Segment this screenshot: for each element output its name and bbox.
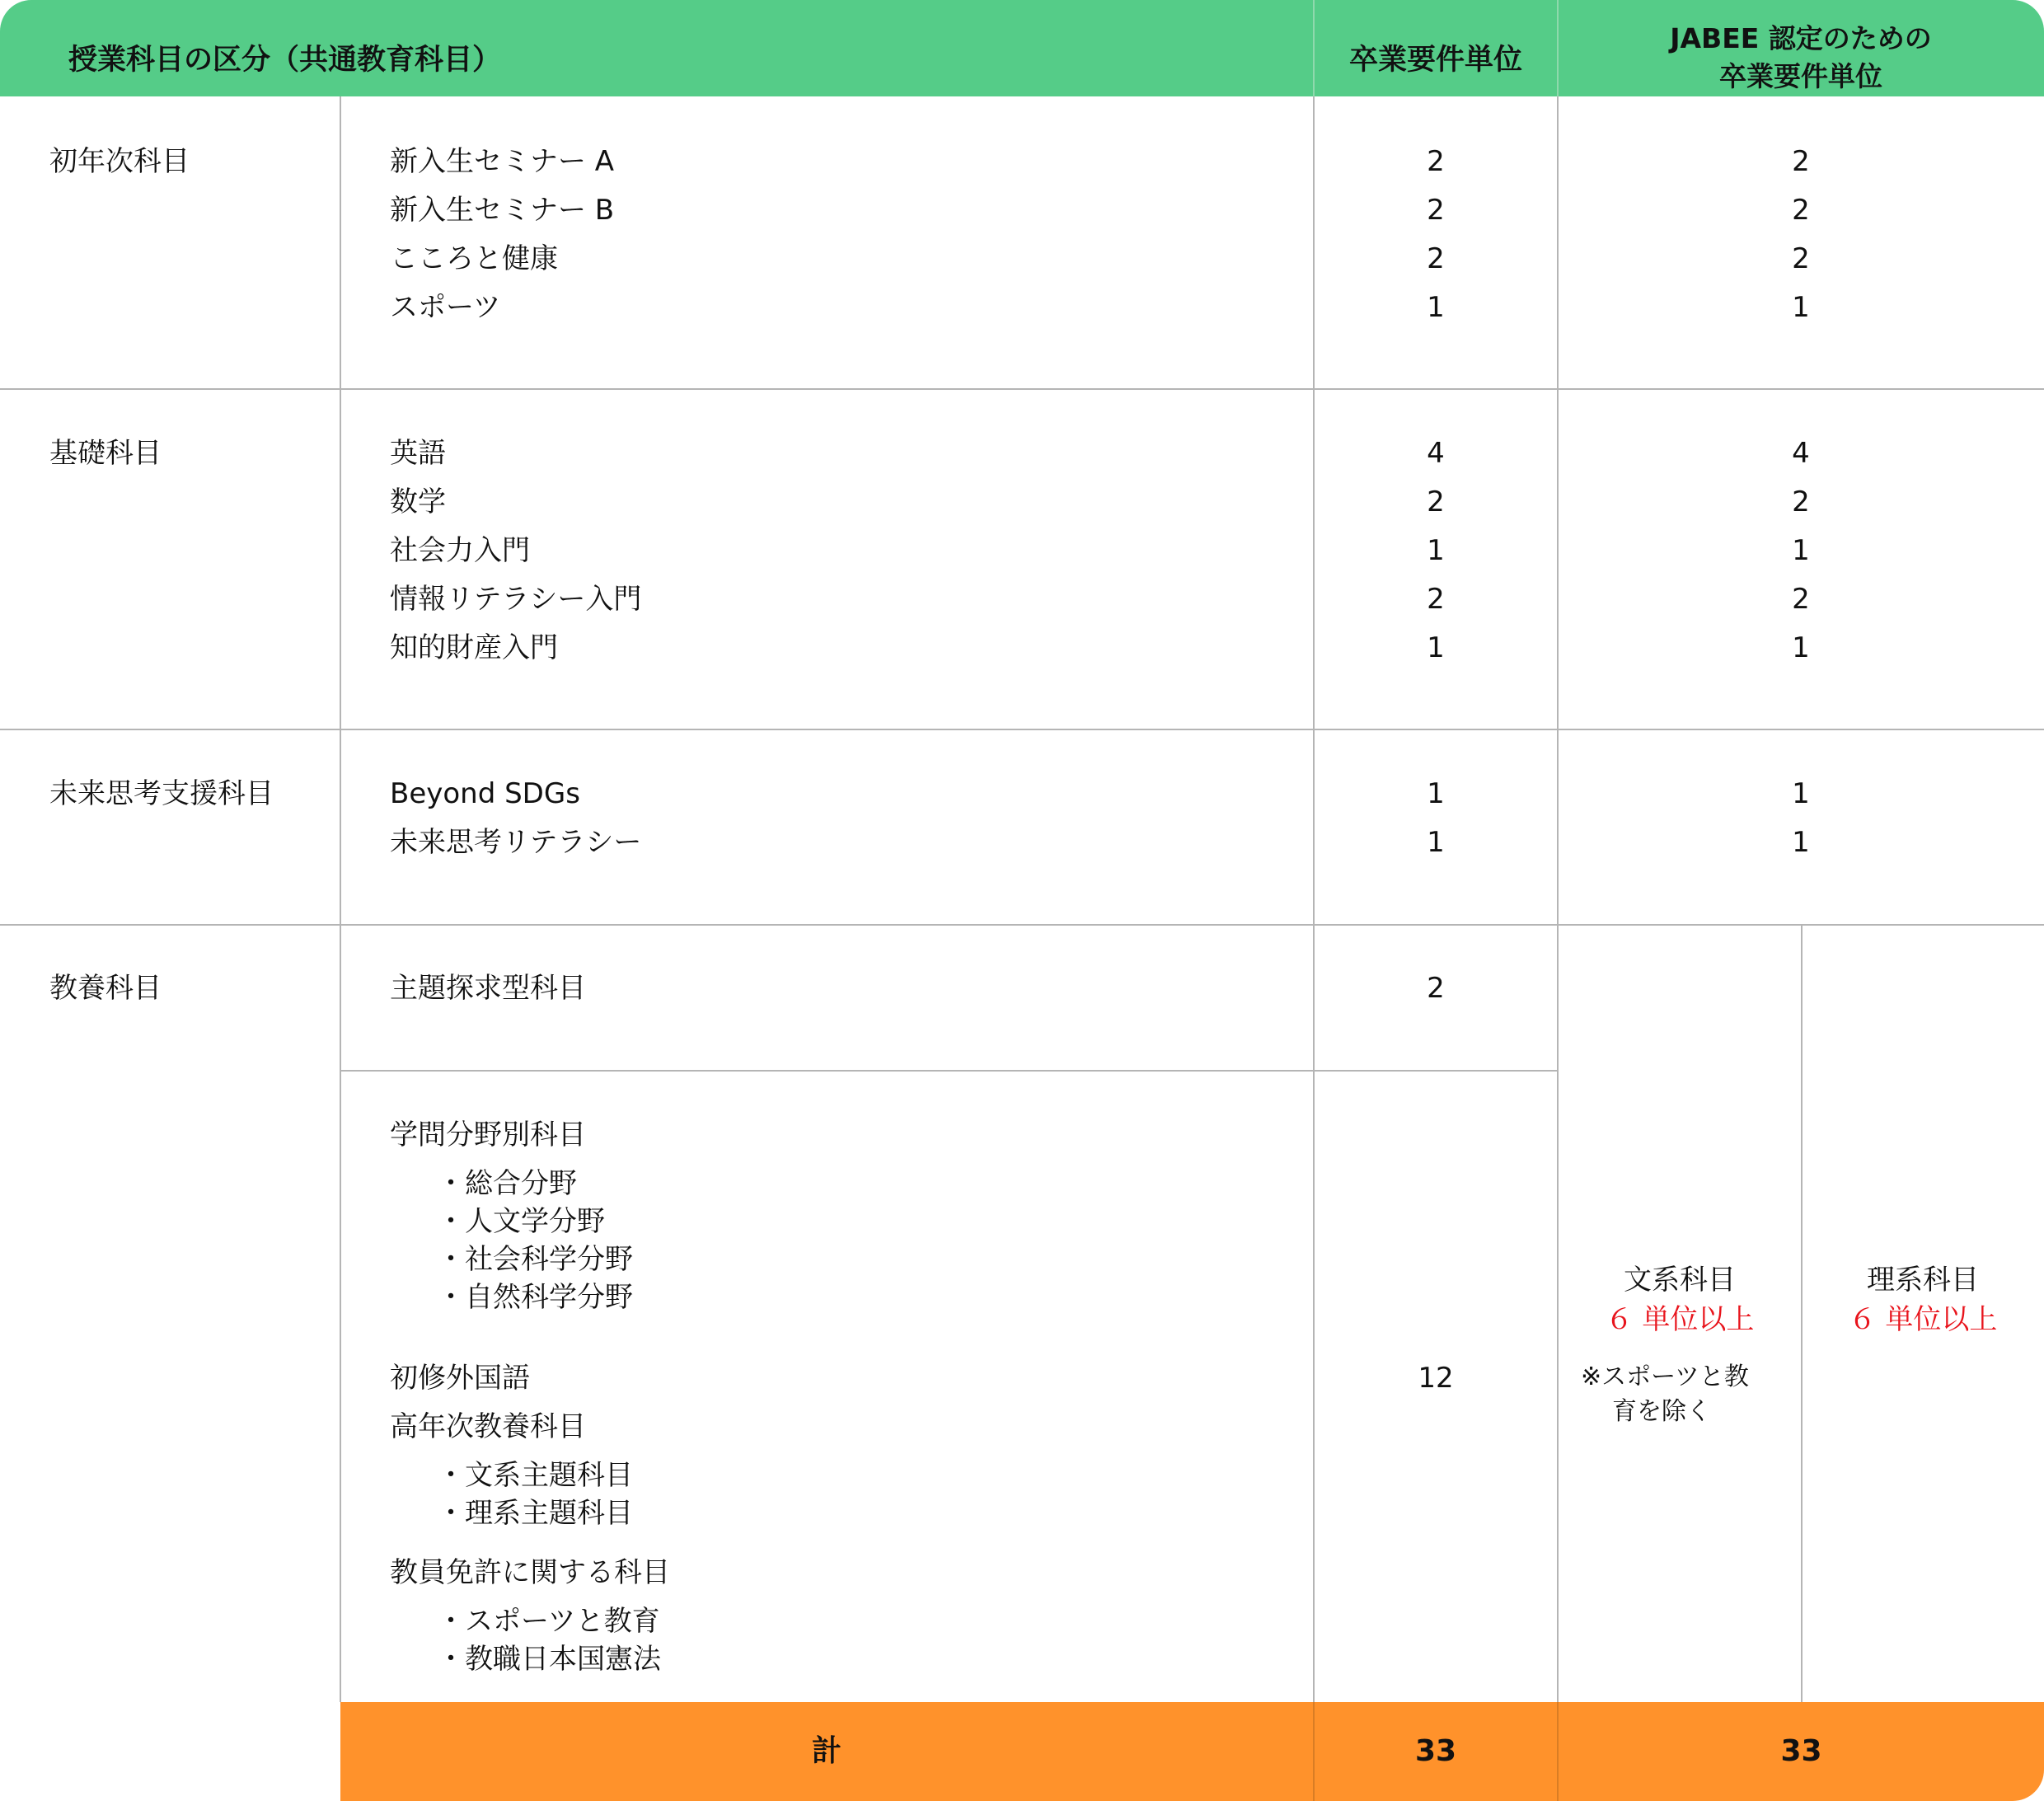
header-jabee-label-line1: JABEE 認定のための (1670, 22, 1932, 54)
course-name: スポーツ (390, 291, 501, 324)
column-divider (1557, 96, 1559, 1801)
field-course-item: ・自然科学分野 (437, 1281, 633, 1314)
grad-credits: 2 (1427, 972, 1445, 1005)
course-name: 未来思考リテラシー (390, 826, 642, 859)
course-name: 社会力入門 (390, 534, 530, 567)
total-label: 計 (811, 1734, 842, 1768)
jabee-credits: 2 (1792, 583, 1810, 616)
advanced-course-item: ・理系主題科目 (437, 1497, 633, 1530)
total-grad-credits: 33 (1414, 1734, 1457, 1768)
category-label: 初年次科目 (49, 145, 190, 178)
course-name: 情報リテラシー入門 (390, 583, 642, 616)
grad-credits: 2 (1427, 485, 1445, 518)
grad-credits: 2 (1427, 242, 1445, 275)
jabee-credits: 1 (1792, 631, 1810, 664)
jabee-credits: 1 (1792, 291, 1810, 324)
jabee-credits: 1 (1792, 534, 1810, 567)
field-course-item: ・社会科学分野 (437, 1243, 633, 1276)
jabee-credits: 2 (1792, 194, 1810, 227)
jabee-humanities-note: ※スポーツと教 (1581, 1362, 1749, 1391)
field-course-title: 学問分野別科目 (390, 1119, 586, 1151)
course-name: 数学 (390, 485, 446, 518)
jabee-humanities-title: 文系科目 (1624, 1264, 1736, 1297)
course-name: 知的財産入門 (390, 631, 558, 664)
total-divider (1313, 1702, 1315, 1801)
grad-credits: 2 (1427, 194, 1445, 227)
teacher-license-item: ・スポーツと教育 (437, 1605, 660, 1638)
course-name: 新入生セミナー A (390, 145, 615, 178)
field-course-item: ・人文学分野 (437, 1205, 605, 1238)
course-name: こころと健康 (390, 242, 558, 275)
row-divider (0, 388, 2044, 390)
course-name: 新入生セミナー B (390, 194, 615, 227)
total-jabee-credits: 33 (1780, 1734, 1822, 1768)
advanced-course-item: ・文系主題科目 (437, 1459, 633, 1492)
jabee-credits: 2 (1792, 485, 1810, 518)
foreign-language-course: 初修外国語 (390, 1362, 530, 1395)
category-label: 未来思考支援科目 (49, 777, 274, 810)
course-name: 主題探求型科目 (390, 972, 586, 1005)
grad-credits: 1 (1427, 777, 1445, 810)
grad-credits: 1 (1427, 534, 1445, 567)
jabee-science-title: 理系科目 (1867, 1264, 1979, 1297)
column-divider (340, 96, 341, 1702)
jabee-science-requirement: ６ 単位以上 (1848, 1303, 1998, 1336)
jabee-credits: 2 (1792, 145, 1810, 178)
header-grad-credits-label: 卒業要件単位 (1348, 44, 1522, 77)
category-label: 基礎科目 (49, 437, 162, 470)
grad-credits: 1 (1427, 631, 1445, 664)
total-divider (1557, 1702, 1559, 1801)
header-category-label: 授業科目の区分（共通教育科目） (68, 44, 502, 77)
header-jabee-label-line2: 卒業要件単位 (1719, 60, 1882, 92)
header-divider (1557, 0, 1559, 96)
column-divider (1313, 96, 1315, 1801)
grad-credits: 1 (1427, 826, 1445, 859)
row-divider (0, 729, 2044, 730)
course-name: 英語 (390, 437, 446, 470)
category-label: 教養科目 (49, 972, 162, 1005)
header-divider (1313, 0, 1315, 96)
row-divider (0, 924, 2044, 926)
course-name: Beyond SDGs (390, 777, 580, 810)
jabee-credits: 4 (1792, 437, 1810, 470)
jabee-credits: 1 (1792, 826, 1810, 859)
grad-credits: 2 (1427, 145, 1445, 178)
grad-credits: 12 (1418, 1362, 1454, 1395)
jabee-humanities-requirement: ６ 単位以上 (1605, 1303, 1755, 1336)
grad-credits: 2 (1427, 583, 1445, 616)
advanced-course-title: 高年次教養科目 (390, 1410, 586, 1443)
jabee-credits: 1 (1792, 777, 1810, 810)
field-course-item: ・総合分野 (437, 1167, 577, 1200)
teacher-license-item: ・教職日本国憲法 (437, 1643, 661, 1676)
teacher-license-title: 教員免許に関する科目 (390, 1556, 670, 1589)
jabee-humanities-note: 育を除く (1612, 1397, 1711, 1426)
grad-credits: 4 (1427, 437, 1445, 470)
row-divider (340, 1070, 1558, 1072)
jabee-credits: 2 (1792, 242, 1810, 275)
grad-credits: 1 (1427, 291, 1445, 324)
